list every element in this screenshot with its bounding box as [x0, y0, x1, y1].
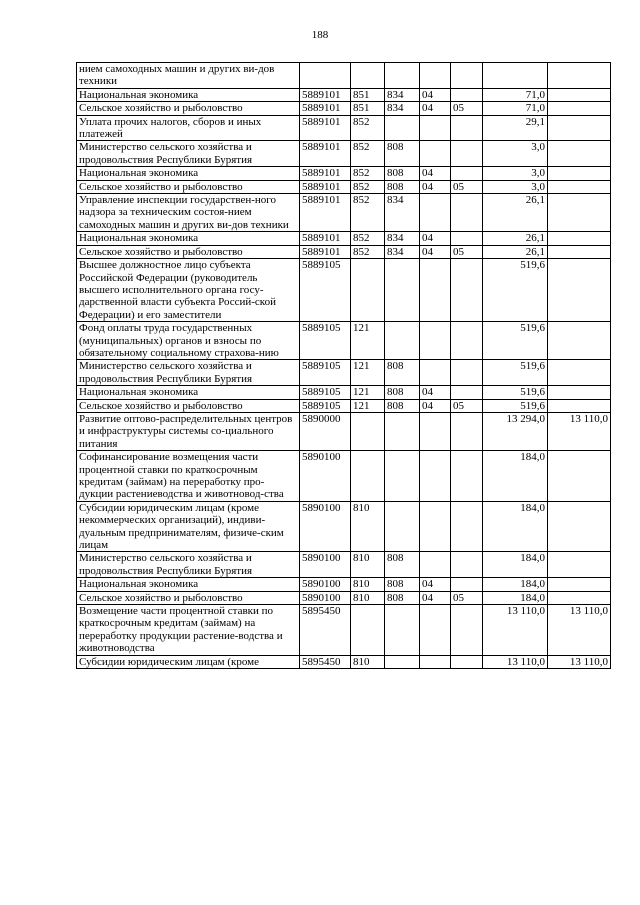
cell-amount: 13 110,0 [483, 605, 548, 656]
cell-subsection [451, 259, 483, 322]
cell-target-article: 5889105 [300, 386, 351, 399]
cell-target-article [300, 63, 351, 89]
table-row [77, 399, 611, 412]
cell-amount: 29,1 [483, 115, 548, 141]
cell-name: Национальная экономика [77, 167, 300, 180]
cell-expense-type: 851 [351, 88, 385, 101]
cell-section [420, 552, 451, 578]
cell-expense-type [351, 412, 385, 450]
cell-administrator: 808 [385, 386, 420, 399]
cell-administrator: 808 [385, 578, 420, 591]
cell-target-article: 5889101 [300, 180, 351, 193]
cell-name: Национальная экономика [77, 386, 300, 399]
cell-expense-type [351, 605, 385, 656]
cell-expense-type: 852 [351, 115, 385, 141]
cell-subsection: 05 [451, 399, 483, 412]
cell-section: 04 [420, 399, 451, 412]
cell-amount-federal [548, 451, 611, 502]
table-row [77, 386, 611, 399]
cell-section [420, 63, 451, 89]
cell-name: Сельское хозяйство и рыболовство [77, 399, 300, 412]
cell-expense-type [351, 63, 385, 89]
cell-target-article: 5889101 [300, 88, 351, 101]
cell-amount-federal [548, 578, 611, 591]
cell-amount: 26,1 [483, 194, 548, 232]
cell-subsection: 05 [451, 180, 483, 193]
cell-amount: 71,0 [483, 88, 548, 101]
cell-expense-type: 121 [351, 322, 385, 360]
cell-subsection [451, 386, 483, 399]
table-row [77, 88, 611, 101]
cell-name: Возмещение части процентной ставки по краткосрочным кредитам (займам) на переработку продукции растение-водства и животноводства [77, 605, 300, 656]
cell-subsection: 05 [451, 245, 483, 258]
cell-target-article: 5890100 [300, 552, 351, 578]
cell-name: Сельское хозяйство и рыболовство [77, 591, 300, 604]
cell-target-article: 5889101 [300, 245, 351, 258]
cell-amount: 519,6 [483, 399, 548, 412]
cell-subsection [451, 232, 483, 245]
cell-subsection [451, 451, 483, 502]
table-row [77, 194, 611, 232]
cell-amount: 184,0 [483, 591, 548, 604]
cell-expense-type [351, 451, 385, 502]
cell-name: Высшее должностное лицо субъекта Российской Федерации (руководитель высшего исполнительного органа госу-дарственной власти субъекта Россий-ской Федерации) и его заместители [77, 259, 300, 322]
cell-amount: 519,6 [483, 259, 548, 322]
cell-expense-type: 121 [351, 386, 385, 399]
cell-name: Уплата прочих налогов, сборов и иных платежей [77, 115, 300, 141]
table-row [77, 578, 611, 591]
cell-section [420, 655, 451, 668]
cell-amount: 13 294,0 [483, 412, 548, 450]
cell-amount: 26,1 [483, 245, 548, 258]
cell-section [420, 194, 451, 232]
cell-name: Субсидии юридическим лицам (кроме некоммерческих организаций), индиви-дуальным предпринимателям, физиче-ским лицам [77, 501, 300, 552]
table-row [77, 102, 611, 115]
cell-target-article: 5890100 [300, 451, 351, 502]
cell-target-article: 5890100 [300, 578, 351, 591]
cell-target-article: 5889105 [300, 399, 351, 412]
table-row [77, 245, 611, 258]
cell-subsection [451, 63, 483, 89]
table-row [77, 115, 611, 141]
cell-amount-federal [548, 194, 611, 232]
cell-administrator: 808 [385, 180, 420, 193]
cell-name: Фонд оплаты труда государственных (муниципальных) органов и взносы по обязательному социальному страхова-нию [77, 322, 300, 360]
cell-amount: 13 110,0 [483, 655, 548, 668]
cell-administrator [385, 451, 420, 502]
cell-amount: 184,0 [483, 578, 548, 591]
page-number: 188 [311, 29, 329, 41]
cell-amount-federal: 13 110,0 [548, 655, 611, 668]
cell-amount-federal [548, 399, 611, 412]
cell-section: 04 [420, 102, 451, 115]
cell-amount: 519,6 [483, 360, 548, 386]
table-row [77, 167, 611, 180]
cell-amount: 3,0 [483, 180, 548, 193]
cell-amount-federal [548, 141, 611, 167]
cell-amount-federal [548, 591, 611, 604]
cell-target-article: 5890100 [300, 501, 351, 552]
table-row [77, 605, 611, 656]
cell-target-article: 5889101 [300, 115, 351, 141]
cell-expense-type: 810 [351, 578, 385, 591]
cell-name: Национальная экономика [77, 88, 300, 101]
cell-subsection [451, 552, 483, 578]
table-row [77, 451, 611, 502]
table-row [77, 63, 611, 89]
cell-section [420, 259, 451, 322]
cell-amount [483, 63, 548, 89]
cell-expense-type: 810 [351, 591, 385, 604]
cell-expense-type: 810 [351, 501, 385, 552]
cell-administrator [385, 322, 420, 360]
cell-subsection [451, 655, 483, 668]
budget-table [76, 62, 611, 669]
cell-target-article: 5895450 [300, 655, 351, 668]
cell-administrator [385, 63, 420, 89]
cell-subsection [451, 360, 483, 386]
cell-administrator [385, 259, 420, 322]
cell-subsection: 05 [451, 591, 483, 604]
cell-administrator: 808 [385, 360, 420, 386]
table-row [77, 180, 611, 193]
cell-target-article: 5890100 [300, 591, 351, 604]
cell-section [420, 322, 451, 360]
table-row [77, 501, 611, 552]
cell-name: нием самоходных машин и других ви-дов техники [77, 63, 300, 89]
cell-amount-federal [548, 232, 611, 245]
cell-administrator [385, 501, 420, 552]
cell-administrator: 834 [385, 102, 420, 115]
table-row [77, 141, 611, 167]
cell-section [420, 501, 451, 552]
cell-administrator [385, 655, 420, 668]
cell-subsection [451, 167, 483, 180]
cell-administrator [385, 115, 420, 141]
cell-target-article: 5895450 [300, 605, 351, 656]
cell-amount: 184,0 [483, 501, 548, 552]
cell-expense-type: 852 [351, 194, 385, 232]
cell-amount: 184,0 [483, 451, 548, 502]
cell-target-article: 5889105 [300, 360, 351, 386]
cell-amount-federal [548, 552, 611, 578]
cell-expense-type: 852 [351, 167, 385, 180]
cell-administrator: 834 [385, 232, 420, 245]
cell-expense-type: 852 [351, 180, 385, 193]
cell-amount: 519,6 [483, 386, 548, 399]
cell-amount-federal [548, 167, 611, 180]
table-row [77, 259, 611, 322]
cell-subsection [451, 194, 483, 232]
cell-subsection: 05 [451, 102, 483, 115]
cell-name: Сельское хозяйство и рыболовство [77, 245, 300, 258]
cell-subsection [451, 501, 483, 552]
cell-section [420, 141, 451, 167]
cell-name: Субсидии юридическим лицам (кроме [77, 655, 300, 668]
cell-amount-federal [548, 102, 611, 115]
cell-administrator [385, 412, 420, 450]
cell-amount-federal [548, 322, 611, 360]
cell-section: 04 [420, 232, 451, 245]
cell-target-article: 5889101 [300, 232, 351, 245]
cell-subsection [451, 322, 483, 360]
cell-amount-federal [548, 88, 611, 101]
cell-amount-federal [548, 259, 611, 322]
cell-amount: 519,6 [483, 322, 548, 360]
cell-expense-type: 810 [351, 655, 385, 668]
cell-name: Министерство сельского хозяйства и продовольствия Республики Бурятия [77, 360, 300, 386]
cell-amount: 184,0 [483, 552, 548, 578]
table-row [77, 591, 611, 604]
cell-expense-type [351, 259, 385, 322]
table-row [77, 412, 611, 450]
cell-section [420, 360, 451, 386]
cell-section [420, 605, 451, 656]
cell-amount: 26,1 [483, 232, 548, 245]
cell-amount: 3,0 [483, 167, 548, 180]
cell-subsection [451, 141, 483, 167]
cell-target-article: 5889105 [300, 322, 351, 360]
cell-section: 04 [420, 88, 451, 101]
cell-subsection [451, 115, 483, 141]
cell-name: Сельское хозяйство и рыболовство [77, 102, 300, 115]
cell-name: Сельское хозяйство и рыболовство [77, 180, 300, 193]
cell-target-article: 5889101 [300, 194, 351, 232]
cell-amount: 3,0 [483, 141, 548, 167]
cell-name: Национальная экономика [77, 578, 300, 591]
cell-section: 04 [420, 180, 451, 193]
cell-name: Министерство сельского хозяйства и продовольствия Республики Бурятия [77, 141, 300, 167]
cell-expense-type: 121 [351, 360, 385, 386]
cell-subsection [451, 605, 483, 656]
cell-amount-federal [548, 63, 611, 89]
cell-amount-federal: 13 110,0 [548, 412, 611, 450]
cell-administrator: 808 [385, 591, 420, 604]
cell-section: 04 [420, 591, 451, 604]
cell-amount-federal [548, 386, 611, 399]
table-row [77, 232, 611, 245]
cell-amount-federal [548, 245, 611, 258]
cell-target-article: 5889101 [300, 141, 351, 167]
table-row [77, 360, 611, 386]
cell-administrator: 808 [385, 552, 420, 578]
cell-section [420, 115, 451, 141]
cell-target-article: 5890000 [300, 412, 351, 450]
cell-name: Развитие оптово-распределительных центров и инфраструктуры системы со-циального питания [77, 412, 300, 450]
cell-administrator: 834 [385, 194, 420, 232]
cell-subsection [451, 88, 483, 101]
cell-target-article: 5889101 [300, 102, 351, 115]
cell-section: 04 [420, 167, 451, 180]
cell-expense-type: 852 [351, 141, 385, 167]
cell-amount-federal: 13 110,0 [548, 605, 611, 656]
cell-name: Софинансирование возмещения части процентной ставки по краткосрочным кредитам (займам) на переработку про-дукции растениеводства и животновод-ства [77, 451, 300, 502]
cell-section: 04 [420, 245, 451, 258]
cell-expense-type: 851 [351, 102, 385, 115]
table-row [77, 322, 611, 360]
table-row [77, 655, 611, 668]
cell-administrator: 808 [385, 141, 420, 167]
cell-section [420, 451, 451, 502]
cell-subsection [451, 412, 483, 450]
cell-expense-type: 810 [351, 552, 385, 578]
cell-administrator: 834 [385, 88, 420, 101]
cell-section: 04 [420, 386, 451, 399]
table-row [77, 552, 611, 578]
cell-expense-type: 852 [351, 245, 385, 258]
cell-section [420, 412, 451, 450]
cell-amount-federal [548, 360, 611, 386]
cell-expense-type: 852 [351, 232, 385, 245]
cell-amount: 71,0 [483, 102, 548, 115]
cell-administrator: 808 [385, 167, 420, 180]
cell-amount-federal [548, 115, 611, 141]
cell-amount-federal [548, 180, 611, 193]
cell-subsection [451, 578, 483, 591]
cell-administrator: 808 [385, 399, 420, 412]
cell-target-article: 5889101 [300, 167, 351, 180]
cell-name: Национальная экономика [77, 232, 300, 245]
cell-name: Управление инспекции государствен-ного надзора за техническим состоя-нием самоходных машин и других ви-дов техники [77, 194, 300, 232]
cell-name: Министерство сельского хозяйства и продовольствия Республики Бурятия [77, 552, 300, 578]
cell-amount-federal [548, 501, 611, 552]
cell-expense-type: 121 [351, 399, 385, 412]
cell-administrator: 834 [385, 245, 420, 258]
cell-target-article: 5889105 [300, 259, 351, 322]
cell-section: 04 [420, 578, 451, 591]
cell-administrator [385, 605, 420, 656]
